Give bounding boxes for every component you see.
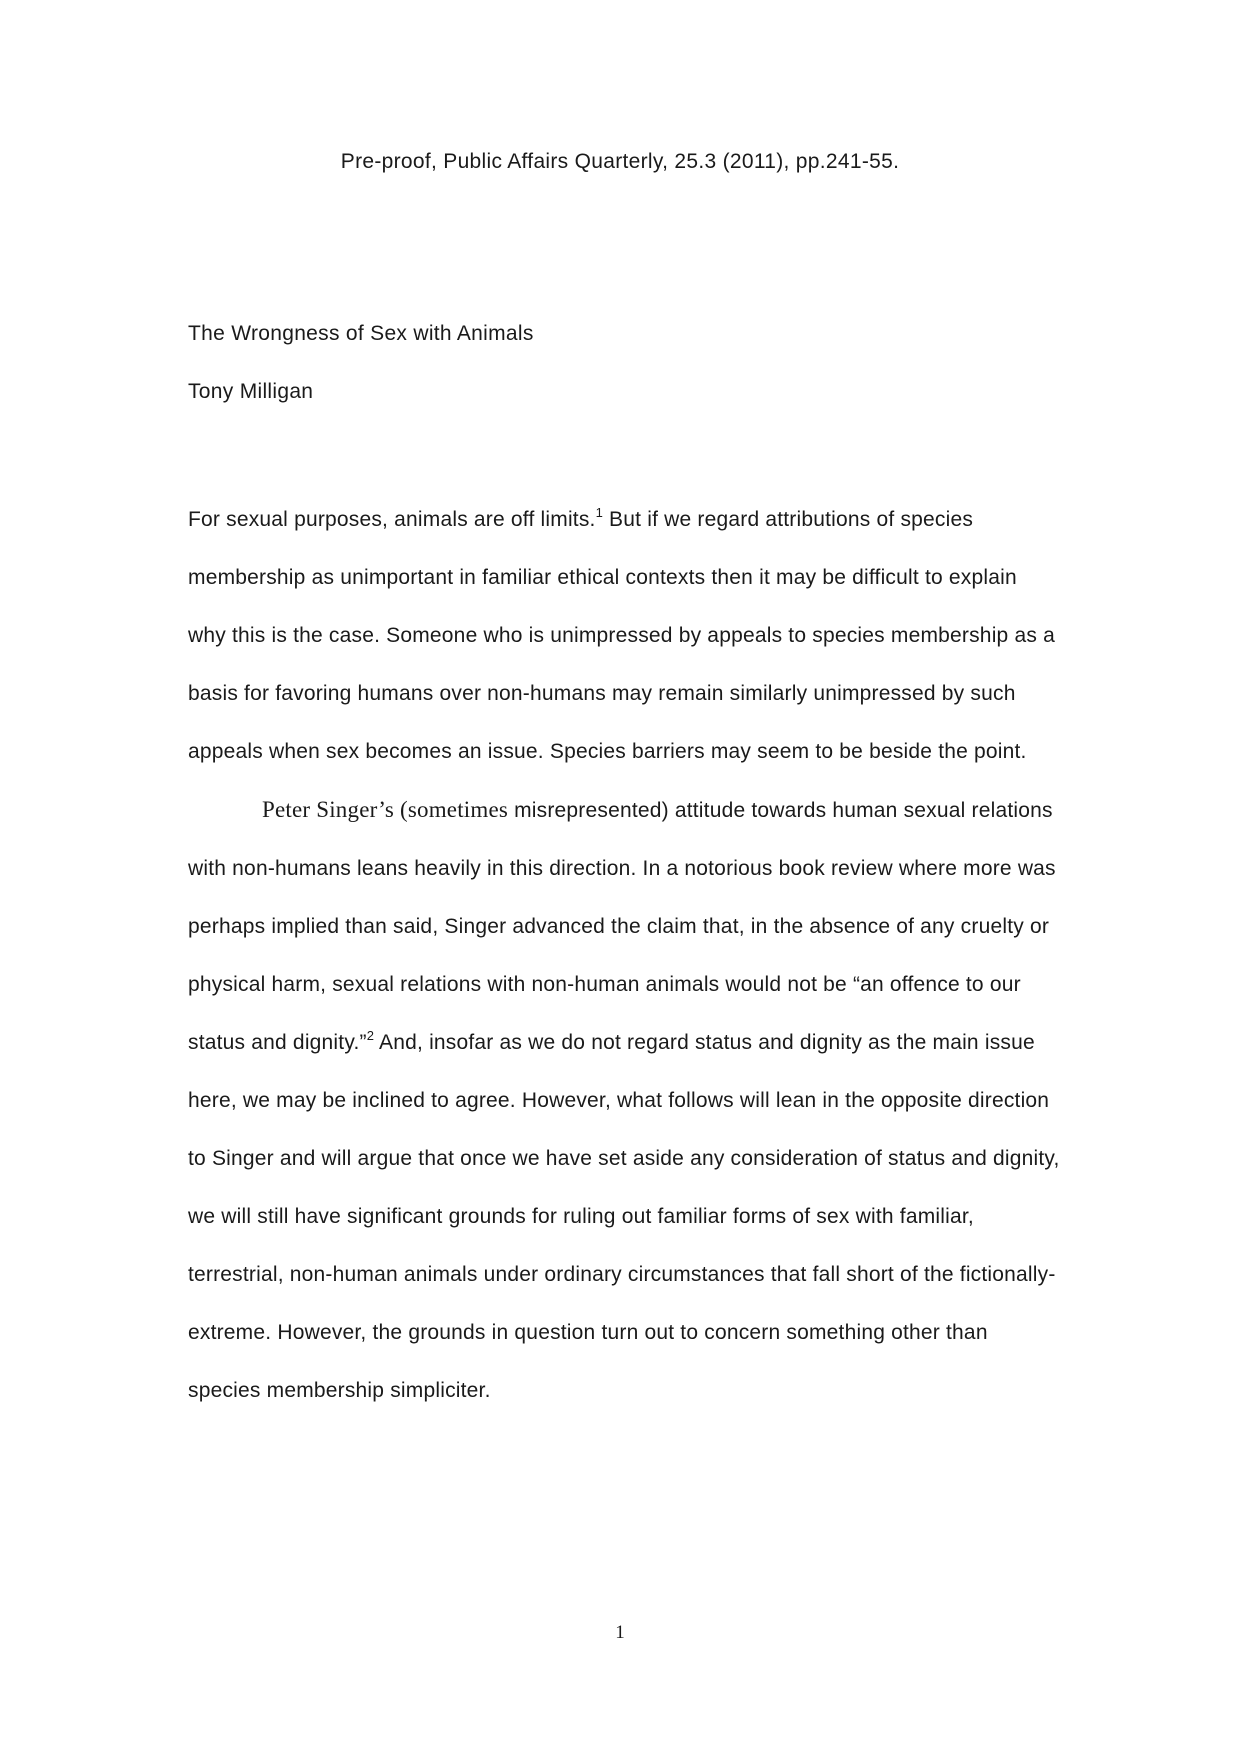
article-body — [188, 491, 1060, 1420]
paragraph-1 — [188, 491, 1060, 781]
page-number: 1 — [615, 1622, 625, 1643]
article-author: Tony Milligan — [188, 380, 314, 403]
paragraph-2-text-b: And, insofar as we do not regard status and dignity as the main issue here, we may be inclined to agree. However, what follows will lean in the opposite direction to Singer and will argue that once we have set aside any consideration of status and dignity, we will still have significant grounds for ruling out familiar forms of sex with familiar, terrestrial, non-human animals under ordinary circumstances that fall short of the fictionally-extreme. However, the grounds in question turn out to concern something other than species membership simpliciter. — [188, 1031, 1060, 1402]
title-block — [188, 322, 534, 404]
footnote-ref-2[interactable]: 2 — [366, 1028, 375, 1043]
article-title: The Wrongness of Sex with Animals — [188, 322, 534, 345]
paragraph-2 — [188, 781, 1060, 1420]
footnote-ref-1[interactable]: 1 — [595, 505, 604, 520]
citation-header: Pre-proof, Public Affairs Quarterly, 25.3 (2011), pp.241-55. — [340, 150, 900, 173]
paragraph-1-text-b: But if we regard attributions of species membership as unimportant in familiar ethical contexts then it may be difficult to explain why this is the case. Someone who is unimpressed by appeals to species membership as a basis for favoring humans over non-humans may remain similarly unimpressed by such appeals when sex becomes an issue. Species barriers may seem to be beside the point. — [188, 508, 1055, 763]
paragraph-1-text-a: For sexual purposes, animals are off limits. — [188, 508, 596, 531]
paragraph-2-text-a: misrepresented) attitude towards human sexual relations with non-humans leans heavily in this direction. In a notorious book review where more was perhaps implied than said, Singer advanced the claim that, in the absence of any cruelty or physical harm, sexual relations with non-human animals would not be “an offence to our status and dignity.” — [188, 799, 1056, 1054]
paragraph-2-serif-lead: Peter Singer’s (sometimes — [262, 797, 509, 822]
